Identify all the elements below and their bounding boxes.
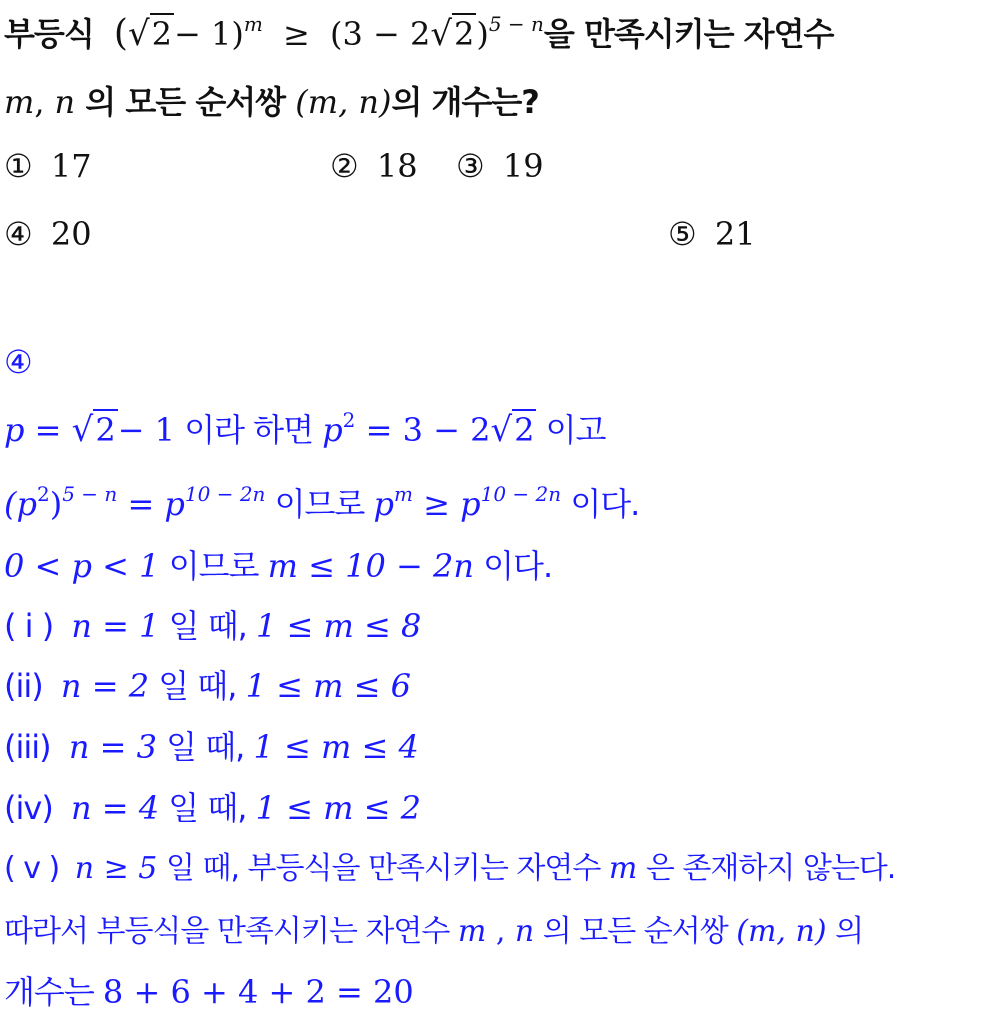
exponent-5n: 5 − n (62, 482, 118, 506)
sqrt-two (72, 410, 118, 450)
final-sum: 8 + 6 + 4 + 2 = 20 (102, 973, 414, 1011)
case-n: n = 2 (60, 667, 150, 705)
choice-4[interactable] (4, 214, 92, 254)
radical-sign: √ (71, 410, 94, 450)
question-line2-end: 의 개수는? (391, 83, 539, 121)
choice-2[interactable] (330, 146, 418, 186)
choice-mark: ② (330, 147, 359, 185)
case-text: 일 때, 부등식을 만족시키는 자연수 (157, 851, 609, 886)
exponent-2: 2 (342, 408, 356, 432)
choice-1[interactable] (4, 146, 92, 186)
case-range: 1 ≤ m ≤ 4 (253, 728, 419, 766)
var-m: m (608, 851, 638, 886)
geq-p: ≥ p (412, 485, 481, 523)
final-line-1 (4, 912, 863, 952)
var-m: m (4, 83, 35, 121)
answer-mark: ④ (4, 343, 33, 381)
case-label: (iv) (4, 789, 53, 827)
final-text: 개수는 (4, 973, 103, 1011)
m-bound: m ≤ 10 − 2n (267, 547, 474, 585)
case-row (4, 606, 421, 646)
case-range: 1 ≤ m ≤ 6 (245, 667, 411, 705)
solution-line-1 (4, 410, 605, 450)
question-satisfy-text: 을 만족시키는 자연수 (543, 15, 834, 53)
sqrt-radicand: 2 (453, 15, 475, 53)
solution-line-2 (4, 484, 639, 524)
case-label: (ii) (4, 667, 43, 705)
pair-mn: (m, n) (295, 83, 392, 121)
case-row-v (4, 849, 895, 889)
sqrt-radicand: 2 (151, 15, 172, 53)
solution-text: 이라 하면 (175, 411, 323, 449)
solution-line-3 (4, 546, 552, 586)
sqrt-two-base (128, 14, 174, 54)
var-n: n (514, 914, 535, 949)
choice-mark: ⑤ (668, 215, 697, 253)
sqrt-two-rhs (430, 14, 476, 54)
case-label: ( v ) (4, 851, 60, 886)
var-m: m (457, 914, 487, 949)
choice-5[interactable] (668, 214, 756, 254)
eq: = (24, 411, 72, 449)
close-paren: ) (49, 485, 63, 523)
solution-text: 이므로 (159, 547, 268, 585)
choice-value: 18 (376, 147, 418, 185)
sqrt-radicand: 2 (95, 411, 116, 449)
choice-value: 17 (50, 147, 92, 185)
case-n: n = 1 (71, 607, 160, 645)
var-p: p (373, 485, 395, 523)
minus-one: − 1) (174, 15, 244, 53)
case-label: (iii) (4, 728, 51, 766)
minus-one: − 1 (117, 411, 176, 449)
case-label: ( i ) (4, 607, 54, 645)
exponent-2: 2 (36, 482, 50, 506)
case-text: 은 존재하지 않는다. (637, 851, 896, 886)
case-text: 일 때, (159, 789, 256, 827)
exponent-10-2n: 10 − 2n (184, 482, 266, 506)
geq-sign: ≥ (282, 15, 310, 53)
case-range: 1 ≤ m ≤ 8 (256, 607, 422, 645)
choice-mark: ① (4, 147, 33, 185)
choice-mark: ③ (456, 147, 485, 185)
rhs-open: (3 − 2 (329, 15, 431, 53)
exponent-m: m (394, 482, 413, 506)
exponent-5n: 5 − n (488, 12, 544, 36)
var-n: n (54, 83, 76, 121)
radical-sign: √ (127, 14, 150, 54)
case-text: 일 때, (156, 728, 254, 766)
p-range: 0 < p < 1 (4, 547, 160, 585)
comma: , (486, 914, 515, 949)
case-n: n = 4 (70, 789, 160, 827)
choice-value: 21 (714, 215, 756, 253)
solution-text: 이므로 (265, 485, 374, 523)
final-text: 의 (826, 914, 864, 949)
radical-sign: √ (490, 410, 513, 450)
case-text: 일 때, (149, 667, 246, 705)
comma: , (34, 83, 45, 121)
case-n: n ≥ 5 (74, 851, 158, 886)
var-p: p (4, 411, 25, 449)
rhs-close: ) (476, 15, 489, 53)
case-row (4, 727, 419, 767)
solution-text: 이다. (561, 485, 640, 523)
final-line-2 (4, 972, 414, 1012)
sqrt-radicand: 2 (514, 411, 535, 449)
solution-text: 이고 (536, 411, 606, 449)
case-text: 일 때, (159, 607, 257, 645)
choice-mark: ④ (4, 215, 33, 253)
choice-value: 19 (502, 147, 544, 185)
case-range: 1 ≤ m ≤ 2 (255, 789, 421, 827)
choice-value: 20 (50, 215, 92, 253)
base-open-paren: ( (113, 13, 128, 54)
sqrt-two (490, 410, 536, 450)
solution-text: 이다. (473, 547, 553, 585)
choice-3[interactable] (456, 146, 544, 186)
pair-mn: (m, n) (736, 914, 827, 949)
question-line2-text: 의 모든 순서쌍 (85, 83, 286, 121)
final-text: 의 모든 순서쌍 (534, 914, 737, 949)
solution-answer (4, 342, 33, 382)
eq-p: = p (117, 485, 185, 523)
exponent-m: m (243, 12, 263, 36)
case-row (4, 788, 421, 828)
final-text: 따라서 부등식을 만족시키는 자연수 (4, 914, 458, 949)
case-n: n = 3 (68, 728, 157, 766)
question-word: 부등식 (4, 15, 94, 53)
question-line-1 (4, 14, 833, 54)
p-squared-open: (p (4, 485, 37, 523)
case-row (4, 666, 411, 706)
var-p: p (322, 411, 343, 449)
exponent-10-2n: 10 − 2n (480, 482, 562, 506)
radical-sign: √ (430, 14, 452, 54)
question-line-2 (4, 82, 539, 122)
rhs: = 3 − 2 (355, 411, 491, 449)
